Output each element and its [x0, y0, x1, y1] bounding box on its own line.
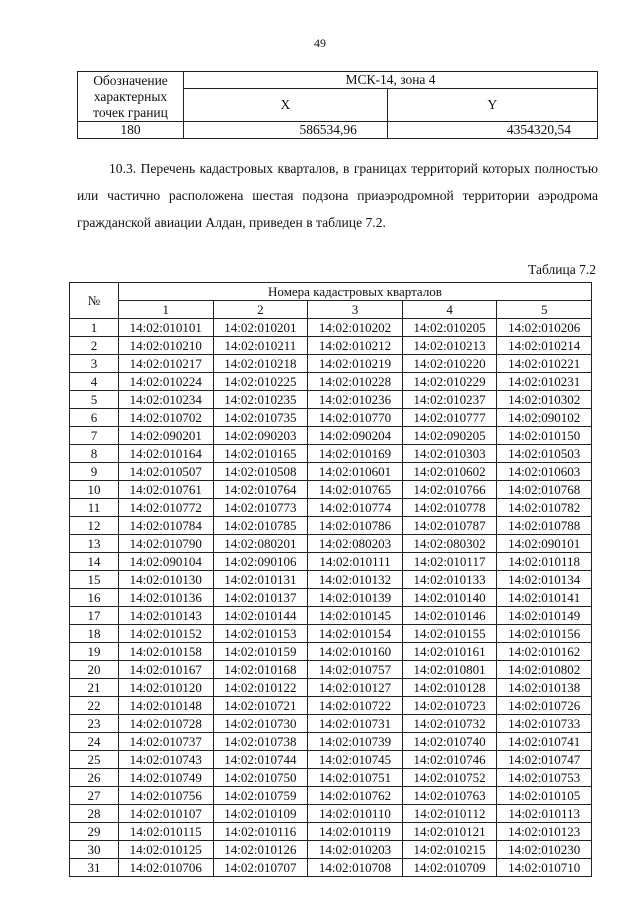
cadastral-cell: 14:02:090205 [402, 427, 497, 445]
row-number: 8 [70, 445, 119, 463]
cadastral-cell: 14:02:010164 [119, 445, 214, 463]
cadastral-cell: 14:02:010205 [402, 319, 497, 337]
cadastral-cell: 14:02:010788 [497, 517, 592, 535]
cadastral-cell: 14:02:010745 [308, 751, 403, 769]
row-number: 19 [70, 643, 119, 661]
cadastral-cell: 14:02:010101 [119, 319, 214, 337]
cadastral-cell: 14:02:080203 [308, 535, 403, 553]
cadastral-cell: 14:02:010116 [213, 823, 308, 841]
row-number: 7 [70, 427, 119, 445]
column-header: 1 [119, 301, 214, 319]
row-number: 6 [70, 409, 119, 427]
cadastral-cell: 14:02:010112 [402, 805, 497, 823]
table-row [70, 373, 592, 391]
cadastral-cell: 14:02:010159 [213, 643, 308, 661]
cadastral-cell: 14:02:010756 [119, 787, 214, 805]
column-header: 5 [497, 301, 592, 319]
row-number: 15 [70, 571, 119, 589]
paragraph-text: 10.3. Перечень кадастровых кварталов, в границах территорий которых полностью или частично расположена шестая подзона приаэродромной территории аэродрома гражданской авиации Алдан, приведен в таблице 7.2. [77, 161, 598, 230]
cadastral-cell: 14:02:010110 [308, 805, 403, 823]
cadastral-cell: 14:02:010723 [402, 697, 497, 715]
coord-col-y: Y [387, 89, 597, 122]
cadastral-cell: 14:02:010215 [402, 841, 497, 859]
cadastral-cell: 14:02:010785 [213, 517, 308, 535]
cadastral-cell: 14:02:010165 [213, 445, 308, 463]
page-number: 49 [314, 36, 326, 50]
cadastral-cell: 14:02:010230 [497, 841, 592, 859]
column-header: 3 [308, 301, 403, 319]
cadastral-cell: 14:02:010201 [213, 319, 308, 337]
cadastral-cell: 14:02:010122 [213, 679, 308, 697]
cadastral-cell: 14:02:010169 [308, 445, 403, 463]
cadastral-cell: 14:02:010125 [119, 841, 214, 859]
cadastral-cell: 14:02:010141 [497, 589, 592, 607]
row-number: 28 [70, 805, 119, 823]
cadastral-cell: 14:02:010732 [402, 715, 497, 733]
row-number: 10 [70, 481, 119, 499]
row-number: 22 [70, 697, 119, 715]
table-caption: Таблица 7.2 [528, 262, 596, 277]
cadastral-cell: 14:02:010143 [119, 607, 214, 625]
table-row [70, 679, 592, 697]
cadastral-cell: 14:02:010139 [308, 589, 403, 607]
cadastral-cell: 14:02:010601 [308, 463, 403, 481]
table-row [70, 427, 592, 445]
cadastral-cell: 14:02:010303 [402, 445, 497, 463]
table-row [70, 481, 592, 499]
cadastral-cell: 14:02:010235 [213, 391, 308, 409]
column-header-row [70, 301, 592, 319]
row-number: 25 [70, 751, 119, 769]
cadastral-cell: 14:02:010784 [119, 517, 214, 535]
coord-header-label: Обозначение характерных точек границ [78, 72, 184, 122]
cadastral-cell: 14:02:010740 [402, 733, 497, 751]
row-number: 9 [70, 463, 119, 481]
table-row [70, 319, 592, 337]
cadastral-cell: 14:02:010726 [497, 697, 592, 715]
table-row [70, 337, 592, 355]
table-row [70, 841, 592, 859]
cadastral-cell: 14:02:010790 [119, 535, 214, 553]
cadastral-cell: 14:02:090201 [119, 427, 214, 445]
cadastral-cell: 14:02:010757 [308, 661, 403, 679]
table-row [70, 607, 592, 625]
cadastral-cell: 14:02:010602 [402, 463, 497, 481]
row-number: 5 [70, 391, 119, 409]
cadastral-cell: 14:02:010749 [119, 769, 214, 787]
row-number: 3 [70, 355, 119, 373]
cadastral-cell: 14:02:010150 [497, 427, 592, 445]
cadastral-cell: 14:02:010119 [308, 823, 403, 841]
cadastral-cell: 14:02:010210 [119, 337, 214, 355]
coordinate-table [77, 71, 598, 139]
cadastral-cell: 14:02:010231 [497, 373, 592, 391]
cadastral-cell: 14:02:010237 [402, 391, 497, 409]
cadastral-cell: 14:02:090204 [308, 427, 403, 445]
table-row [70, 661, 592, 679]
cadastral-cell: 14:02:090106 [213, 553, 308, 571]
cadastral-cell: 14:02:090203 [213, 427, 308, 445]
cadastral-cell: 14:02:010162 [497, 643, 592, 661]
cadastral-cell: 14:02:010730 [213, 715, 308, 733]
cadastral-cell: 14:02:010115 [119, 823, 214, 841]
table-row [70, 535, 592, 553]
table-row [70, 787, 592, 805]
table-row [70, 643, 592, 661]
row-number: 13 [70, 535, 119, 553]
row-number: 18 [70, 625, 119, 643]
cadastral-cell: 14:02:010731 [308, 715, 403, 733]
row-number: 26 [70, 769, 119, 787]
cadastral-cell: 14:02:010161 [402, 643, 497, 661]
cadastral-cell: 14:02:010786 [308, 517, 403, 535]
cadastral-cell: 14:02:010743 [119, 751, 214, 769]
cadastral-cell: 14:02:010107 [119, 805, 214, 823]
cadastral-cell: 14:02:010137 [213, 589, 308, 607]
cadastral-cell: 14:02:010741 [497, 733, 592, 751]
cadastral-cell: 14:02:010212 [308, 337, 403, 355]
cadastral-cell: 14:02:010132 [308, 571, 403, 589]
cadastral-cell: 14:02:010128 [402, 679, 497, 697]
cadastral-cell: 14:02:010778 [402, 499, 497, 517]
table-row [70, 697, 592, 715]
cadastral-cell: 14:02:090102 [497, 409, 592, 427]
cadastral-cell: 14:02:010787 [402, 517, 497, 535]
cadastral-cell: 14:02:010127 [308, 679, 403, 697]
column-header: 4 [402, 301, 497, 319]
cadastral-cell: 14:02:010750 [213, 769, 308, 787]
cadastral-cell: 14:02:010202 [308, 319, 403, 337]
cadastral-cell: 14:02:010751 [308, 769, 403, 787]
row-number: 2 [70, 337, 119, 355]
table-row [70, 823, 592, 841]
cadastral-cell: 14:02:010168 [213, 661, 308, 679]
row-number: 24 [70, 733, 119, 751]
cadastral-cell: 14:02:010801 [402, 661, 497, 679]
row-number: 30 [70, 841, 119, 859]
cadastral-cell: 14:02:010136 [119, 589, 214, 607]
table-row [70, 859, 592, 877]
row-number: 16 [70, 589, 119, 607]
cadastral-cell: 14:02:010146 [402, 607, 497, 625]
table-row [70, 463, 592, 481]
table-row [70, 445, 592, 463]
cadastral-cell: 14:02:010160 [308, 643, 403, 661]
table-row [70, 589, 592, 607]
cadastral-cell: 14:02:010503 [497, 445, 592, 463]
table-row [70, 715, 592, 733]
coord-header-system: МСК-14, зона 4 [184, 72, 598, 89]
cadastral-cell: 14:02:090101 [497, 535, 592, 553]
cadastral-cell: 14:02:010167 [119, 661, 214, 679]
table-row [70, 553, 592, 571]
table-row [70, 409, 592, 427]
cadastral-cell: 14:02:010213 [402, 337, 497, 355]
num-header: № [70, 283, 119, 319]
cadastral-cell: 14:02:010773 [213, 499, 308, 517]
cadastral-cell: 14:02:010109 [213, 805, 308, 823]
cadastral-cell: 14:02:010507 [119, 463, 214, 481]
paragraph-10-3 [77, 155, 598, 236]
table-row [70, 805, 592, 823]
row-number: 11 [70, 499, 119, 517]
cadastral-cell: 14:02:010765 [308, 481, 403, 499]
cadastral-cell: 14:02:010766 [402, 481, 497, 499]
cadastral-cell: 14:02:010746 [402, 751, 497, 769]
coord-point: 180 [78, 122, 184, 139]
cadastral-cell: 14:02:010744 [213, 751, 308, 769]
cadastral-cell: 14:02:010111 [308, 553, 403, 571]
cadastral-cell: 14:02:090104 [119, 553, 214, 571]
cadastral-cell: 14:02:010121 [402, 823, 497, 841]
row-number: 12 [70, 517, 119, 535]
cadastral-cell: 14:02:010138 [497, 679, 592, 697]
cadastral-cell: 14:02:010126 [213, 841, 308, 859]
cadastral-cell: 14:02:010774 [308, 499, 403, 517]
table-row [70, 751, 592, 769]
cadastral-cell: 14:02:080201 [213, 535, 308, 553]
cadastral-cell: 14:02:010123 [497, 823, 592, 841]
cadastral-cell: 14:02:010131 [213, 571, 308, 589]
cadastral-cell: 14:02:010708 [308, 859, 403, 877]
row-number: 17 [70, 607, 119, 625]
row-number: 20 [70, 661, 119, 679]
cadastral-cell: 14:02:010144 [213, 607, 308, 625]
cadastral-cell: 14:02:010120 [119, 679, 214, 697]
cadastral-cell: 14:02:010761 [119, 481, 214, 499]
coord-y-value: 4354320,54 [387, 122, 597, 139]
table-row [70, 733, 592, 751]
cadastral-cell: 14:02:010156 [497, 625, 592, 643]
row-number: 21 [70, 679, 119, 697]
cadastral-cell: 14:02:010149 [497, 607, 592, 625]
table-row [70, 625, 592, 643]
cadastral-cell: 14:02:010145 [308, 607, 403, 625]
cadastral-cell: 14:02:010153 [213, 625, 308, 643]
cadastral-cell: 14:02:010225 [213, 373, 308, 391]
table-row [70, 499, 592, 517]
cadastral-cell: 14:02:010721 [213, 697, 308, 715]
cadastral-cell: 14:02:010217 [119, 355, 214, 373]
cadastral-cell: 14:02:010105 [497, 787, 592, 805]
row-number: 14 [70, 553, 119, 571]
cadastral-cell: 14:02:010218 [213, 355, 308, 373]
cadastral-cell: 14:02:010152 [119, 625, 214, 643]
cadastral-cell: 14:02:010134 [497, 571, 592, 589]
row-number: 23 [70, 715, 119, 733]
cadastral-cell: 14:02:010118 [497, 553, 592, 571]
cadastral-table [69, 282, 592, 877]
cadastral-cell: 14:02:010302 [497, 391, 592, 409]
cadastral-cell: 14:02:010735 [213, 409, 308, 427]
cadastral-cell: 14:02:010224 [119, 373, 214, 391]
coord-col-x: X [184, 89, 388, 122]
cadastral-cell: 14:02:010206 [497, 319, 592, 337]
cadastral-cell: 14:02:010221 [497, 355, 592, 373]
coord-x-value: 586534,96 [184, 122, 388, 139]
table-row [70, 355, 592, 373]
cadastral-cell: 14:02:010219 [308, 355, 403, 373]
cadastral-cell: 14:02:010752 [402, 769, 497, 787]
cadastral-cell: 14:02:010737 [119, 733, 214, 751]
cadastral-cell: 14:02:010154 [308, 625, 403, 643]
cadastral-cell: 14:02:010728 [119, 715, 214, 733]
cadastral-cell: 14:02:010234 [119, 391, 214, 409]
table-row [70, 517, 592, 535]
row-number: 31 [70, 859, 119, 877]
row-number: 4 [70, 373, 119, 391]
table-row [70, 571, 592, 589]
row-number: 1 [70, 319, 119, 337]
cadastral-cell: 14:02:010759 [213, 787, 308, 805]
cadastral-cell: 14:02:010133 [402, 571, 497, 589]
table-row [70, 769, 592, 787]
cadastral-cell: 14:02:080302 [402, 535, 497, 553]
cadastral-cell: 14:02:010738 [213, 733, 308, 751]
cadastral-cell: 14:02:010158 [119, 643, 214, 661]
cadastral-cell: 14:02:010203 [308, 841, 403, 859]
cadastral-cell: 14:02:010770 [308, 409, 403, 427]
group-header: Номера кадастровых кварталов [119, 283, 592, 301]
cadastral-cell: 14:02:010777 [402, 409, 497, 427]
cadastral-cell: 14:02:010220 [402, 355, 497, 373]
cadastral-cell: 14:02:010113 [497, 805, 592, 823]
cadastral-cell: 14:02:010722 [308, 697, 403, 715]
cadastral-cell: 14:02:010764 [213, 481, 308, 499]
cadastral-cell: 14:02:010211 [213, 337, 308, 355]
cadastral-cell: 14:02:010710 [497, 859, 592, 877]
cadastral-cell: 14:02:010772 [119, 499, 214, 517]
cadastral-cell: 14:02:010763 [402, 787, 497, 805]
cadastral-cell: 14:02:010753 [497, 769, 592, 787]
cadastral-cell: 14:02:010762 [308, 787, 403, 805]
cadastral-cell: 14:02:010802 [497, 661, 592, 679]
row-number: 29 [70, 823, 119, 841]
cadastral-cell: 14:02:010236 [308, 391, 403, 409]
cadastral-cell: 14:02:010768 [497, 481, 592, 499]
cadastral-cell: 14:02:010733 [497, 715, 592, 733]
cadastral-cell: 14:02:010140 [402, 589, 497, 607]
cadastral-cell: 14:02:010603 [497, 463, 592, 481]
cadastral-cell: 14:02:010747 [497, 751, 592, 769]
cadastral-cell: 14:02:010706 [119, 859, 214, 877]
row-number: 27 [70, 787, 119, 805]
cadastral-cell: 14:02:010228 [308, 373, 403, 391]
cadastral-table-body [70, 319, 592, 877]
cadastral-cell: 14:02:010148 [119, 697, 214, 715]
cadastral-cell: 14:02:010782 [497, 499, 592, 517]
cadastral-cell: 14:02:010117 [402, 553, 497, 571]
cadastral-cell: 14:02:010739 [308, 733, 403, 751]
cadastral-cell: 14:02:010130 [119, 571, 214, 589]
cadastral-cell: 14:02:010508 [213, 463, 308, 481]
cadastral-cell: 14:02:010709 [402, 859, 497, 877]
cadastral-cell: 14:02:010229 [402, 373, 497, 391]
column-header: 2 [213, 301, 308, 319]
cadastral-cell: 14:02:010155 [402, 625, 497, 643]
table-row [70, 391, 592, 409]
cadastral-cell: 14:02:010702 [119, 409, 214, 427]
cadastral-cell: 14:02:010707 [213, 859, 308, 877]
cadastral-cell: 14:02:010214 [497, 337, 592, 355]
